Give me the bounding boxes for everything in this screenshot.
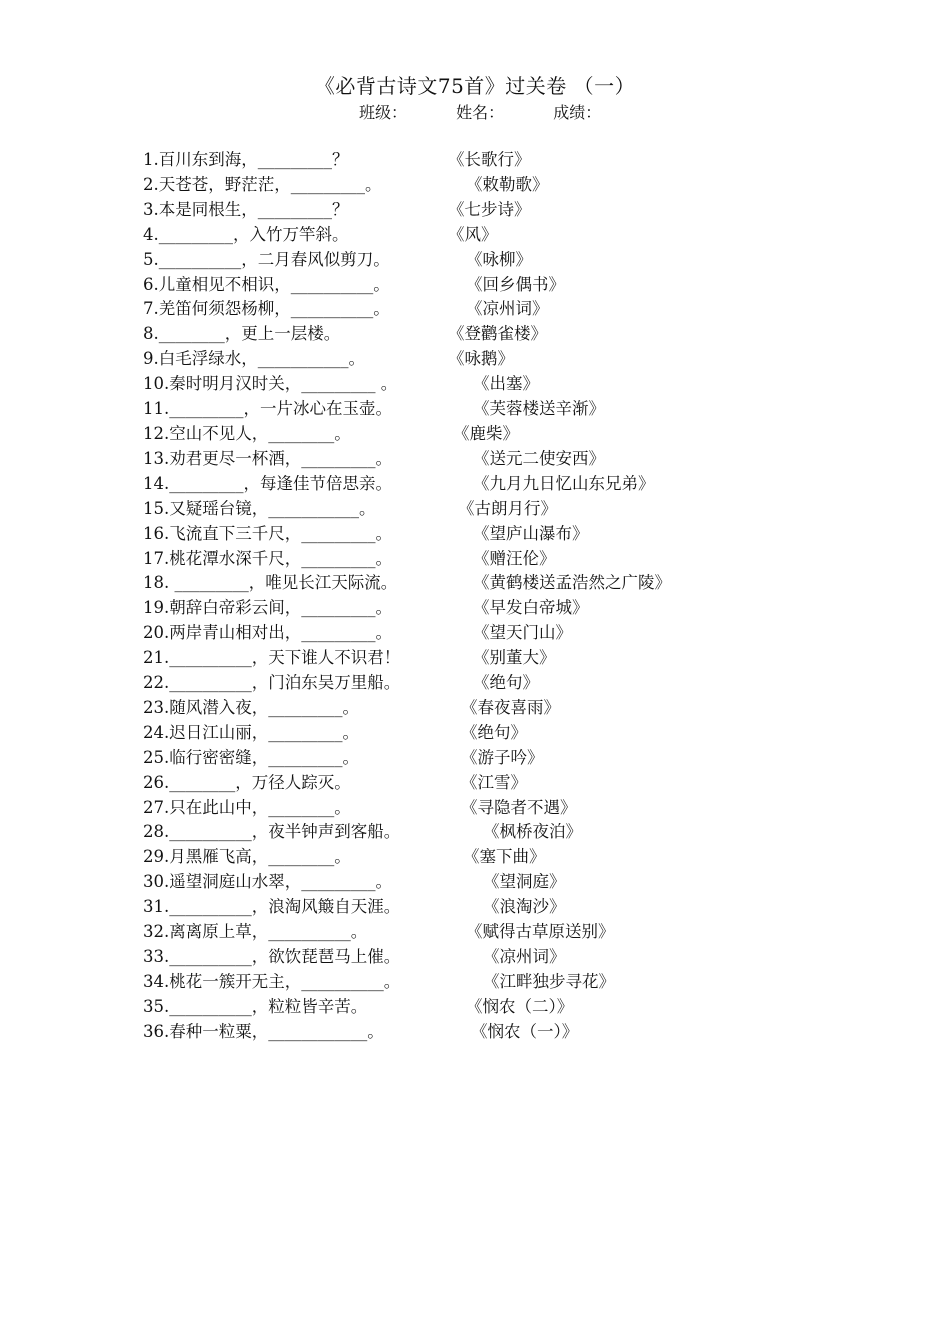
poem-source: 《敕勒歌》 (466, 174, 549, 194)
question-text: 1.百川东到海，_________？ (143, 150, 349, 169)
question-item (143, 223, 923, 248)
question-text: 29.月黑雁飞高，________。 (143, 847, 351, 867)
page-title: 《必背古诗文75首》过关卷 （一） (314, 74, 636, 98)
poem-source: 《风》 (448, 224, 498, 244)
poem-source: 《望天门山》 (473, 623, 572, 643)
question-item (143, 671, 923, 696)
question-text: 23.随风潜入夜，_________。 (143, 697, 359, 717)
question-text: 10.秦时明月汉时关，_________ 。 (143, 374, 398, 394)
poem-source: 《鹿柴》 (453, 423, 519, 443)
poem-source: 《绝句》 (461, 722, 527, 742)
question-item (143, 571, 923, 596)
question-item (143, 322, 923, 347)
question-item (143, 696, 923, 721)
student-info-row (359, 100, 645, 123)
question-text: 22.__________，门泊东吴万里船。 (143, 673, 401, 693)
question-item (143, 895, 923, 920)
poem-source: 《七步诗》 (448, 199, 531, 219)
question-item (143, 970, 923, 995)
question-text: 35.__________，粒粒皆辛苦。 (143, 996, 368, 1016)
question-item (143, 870, 923, 895)
poem-source: 《回乡偶书》 (466, 274, 565, 294)
question-item (143, 845, 923, 870)
question-item (143, 472, 923, 497)
question-text: 21.__________，天下谁人不识君！ (143, 648, 401, 668)
question-item (143, 721, 923, 746)
poem-source: 《望庐山瀑布》 (473, 523, 589, 543)
question-item (143, 547, 923, 572)
poem-source: 《古朗月行》 (458, 498, 557, 518)
poem-source: 《江畔独步寻花》 (483, 971, 615, 991)
question-item (143, 297, 923, 322)
poem-source: 《悯农（一）》 (471, 1021, 579, 1041)
poem-source: 《赠汪伦》 (473, 548, 556, 568)
question-item (143, 347, 923, 372)
question-item (143, 771, 923, 796)
poem-source: 《游子吟》 (461, 747, 544, 767)
question-item (143, 173, 923, 198)
question-item (143, 148, 923, 173)
poem-source: 《登鹳雀楼》 (448, 324, 547, 344)
question-text: 8.________，更上一层楼。 (143, 324, 341, 344)
poem-source: 《悯农（二）》 (466, 996, 574, 1016)
question-item (143, 621, 923, 646)
question-text: 16.飞流直下三千尺，_________。 (143, 523, 392, 543)
poem-source: 《春夜喜雨》 (461, 697, 560, 717)
question-text: 34.桃花一簇开无主，__________。 (143, 971, 401, 991)
question-text: 4._________，入竹万竿斜。 (143, 224, 349, 244)
question-item (143, 920, 923, 945)
question-text: 19.朝辞白帝彩云间，_________。 (143, 598, 392, 618)
question-item (143, 397, 923, 422)
poem-source: 《望洞庭》 (483, 872, 566, 892)
question-item (143, 596, 923, 621)
question-text: 33.__________，欲饮琵琶马上催。 (143, 947, 401, 966)
poem-source: 《凉州词》 (483, 947, 566, 966)
question-item (143, 746, 923, 771)
question-list (143, 148, 923, 1045)
question-item (143, 995, 923, 1020)
question-text: 17.桃花潭水深千尺，_________。 (143, 548, 392, 568)
question-text: 30.遥望洞庭山水翠，_________。 (143, 872, 392, 892)
question-item (143, 497, 923, 522)
poem-source: 《黄鹤楼送孟浩然之广陵》 (473, 573, 671, 593)
question-text: 32.离离原上草，__________。 (143, 922, 368, 942)
poem-source: 《江雪》 (461, 772, 527, 792)
question-text: 26.________，万径人踪灭。 (143, 772, 351, 792)
question-text: 18. _________，唯见长江天际流。 (143, 573, 398, 593)
question-item (143, 646, 923, 671)
question-text: 6.儿童相见不相识，__________。 (143, 274, 390, 294)
question-item (143, 273, 923, 298)
poem-source: 《送元二使安西》 (473, 448, 605, 468)
question-text: 7.羌笛何须怨杨柳，__________。 (143, 299, 390, 319)
poem-source: 《早发白帝城》 (473, 598, 589, 618)
poem-source: 《浪淘沙》 (483, 897, 566, 917)
question-item (143, 248, 923, 273)
poem-source: 《九月九日忆山东兄弟》 (473, 473, 655, 493)
question-text: 20.两岸青山相对出，_________。 (143, 623, 392, 643)
poem-source: 《咏鹅》 (448, 349, 514, 369)
class-label: 班级： (359, 103, 408, 122)
question-text: 27.只在此山中，________。 (143, 797, 351, 817)
poem-source: 《芙蓉楼送辛渐》 (473, 399, 605, 419)
poem-source: 《绝句》 (473, 673, 539, 693)
question-text: 11._________，一片冰心在玉壶。 (143, 399, 392, 419)
question-text: 12.空山不见人，________。 (143, 423, 351, 443)
question-text: 15.又疑瑶台镜，___________。 (143, 498, 376, 518)
poem-source: 《赋得古草原送别》 (466, 922, 615, 942)
score-label: 成绩： (553, 103, 602, 122)
question-item (143, 422, 923, 447)
question-item (143, 945, 923, 970)
question-item (143, 522, 923, 547)
poem-source: 《咏柳》 (466, 249, 532, 269)
poem-source: 《塞下曲》 (463, 847, 546, 867)
question-item (143, 820, 923, 845)
name-label: 姓名： (456, 103, 505, 122)
question-text: 13.劝君更尽一杯酒，_________。 (143, 448, 392, 468)
question-item (143, 1020, 923, 1045)
poem-source: 《别董大》 (473, 648, 556, 668)
question-text: 14._________，每逢佳节倍思亲。 (143, 473, 392, 493)
question-item (143, 447, 923, 472)
question-item (143, 372, 923, 397)
poem-source: 《枫桥夜泊》 (483, 822, 582, 842)
poem-source: 《出塞》 (473, 374, 539, 394)
question-text: 9.白毛浮绿水，___________。 (143, 349, 365, 369)
question-text: 31.__________，浪淘风簸自天涯。 (143, 897, 401, 917)
question-text: 24.迟日江山丽，_________。 (143, 722, 359, 742)
question-text: 2.天苍苍，野茫茫，_________。 (143, 174, 382, 194)
question-item (143, 198, 923, 223)
question-text: 25.临行密密缝，_________。 (143, 747, 359, 767)
question-text: 36.春种一粒粟，____________。 (143, 1021, 384, 1041)
question-text: 3.本是同根生，_________？ (143, 199, 349, 219)
poem-source: 《凉州词》 (466, 299, 549, 319)
question-text: 28.__________，夜半钟声到客船。 (143, 822, 401, 842)
question-item (143, 796, 923, 821)
poem-source: 《寻隐者不遇》 (461, 797, 577, 817)
poem-source: 《长歌行》 (448, 150, 531, 169)
question-text: 5.__________，二月春风似剪刀。 (143, 249, 390, 269)
